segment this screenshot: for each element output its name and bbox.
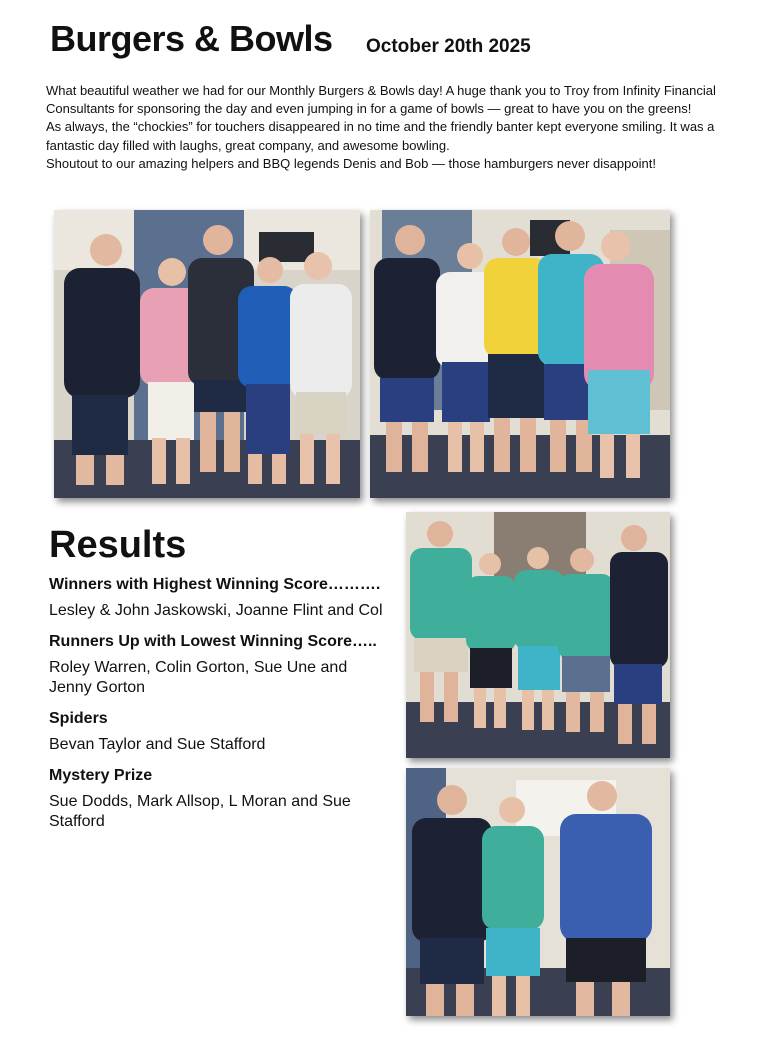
results-category-label: Mystery Prize: [49, 767, 153, 784]
results-category-names: Lesley & John Jaskowski, Joanne Flint and Col: [49, 602, 383, 619]
intro-text: [46, 82, 736, 173]
intro-paragraph-3: Shoutout to our amazing helpers and BBQ legends Denis and Bob — those hamburgers never disappoint!: [46, 155, 656, 171]
results-category-names: Bevan Taylor and Sue Stafford: [49, 736, 266, 753]
results-category-label: Spiders: [49, 710, 108, 727]
results-heading: Results: [49, 524, 187, 566]
results-category-label: Winners with Highest Winning Score……….: [49, 576, 381, 593]
group-photo-3: [406, 512, 670, 758]
page-title: Burgers & Bowls: [50, 18, 333, 59]
group-photo-4: [406, 768, 670, 1016]
event-date: October 20th 2025: [366, 36, 531, 57]
results-category-names: Roley Warren, Colin Gorton, Sue Une and Jenny Gorton: [49, 659, 348, 696]
intro-paragraph-1: What beautiful weather we had for our Monthly Burgers & Bowls day! A huge thank you to Troy from Infinity Financial Consultants for sponsoring the day and even jumping in for a game of bowls — great to have you on the greens!: [46, 83, 716, 117]
results-category-label: Runners Up with Lowest Winning Score…..: [49, 633, 377, 650]
results-category-names: Sue Dodds, Mark Allsop, L Moran and Sue Stafford: [49, 793, 351, 830]
group-photo-1: [54, 210, 360, 498]
results-list: [49, 574, 394, 842]
group-photo-2: [370, 210, 670, 498]
intro-paragraph-2: As always, the “chockies” for touchers disappeared in no time and the friendly banter kept everyone smiling. It was a fantastic day filled with laughs, great company, and awesome bowling.: [46, 119, 715, 153]
